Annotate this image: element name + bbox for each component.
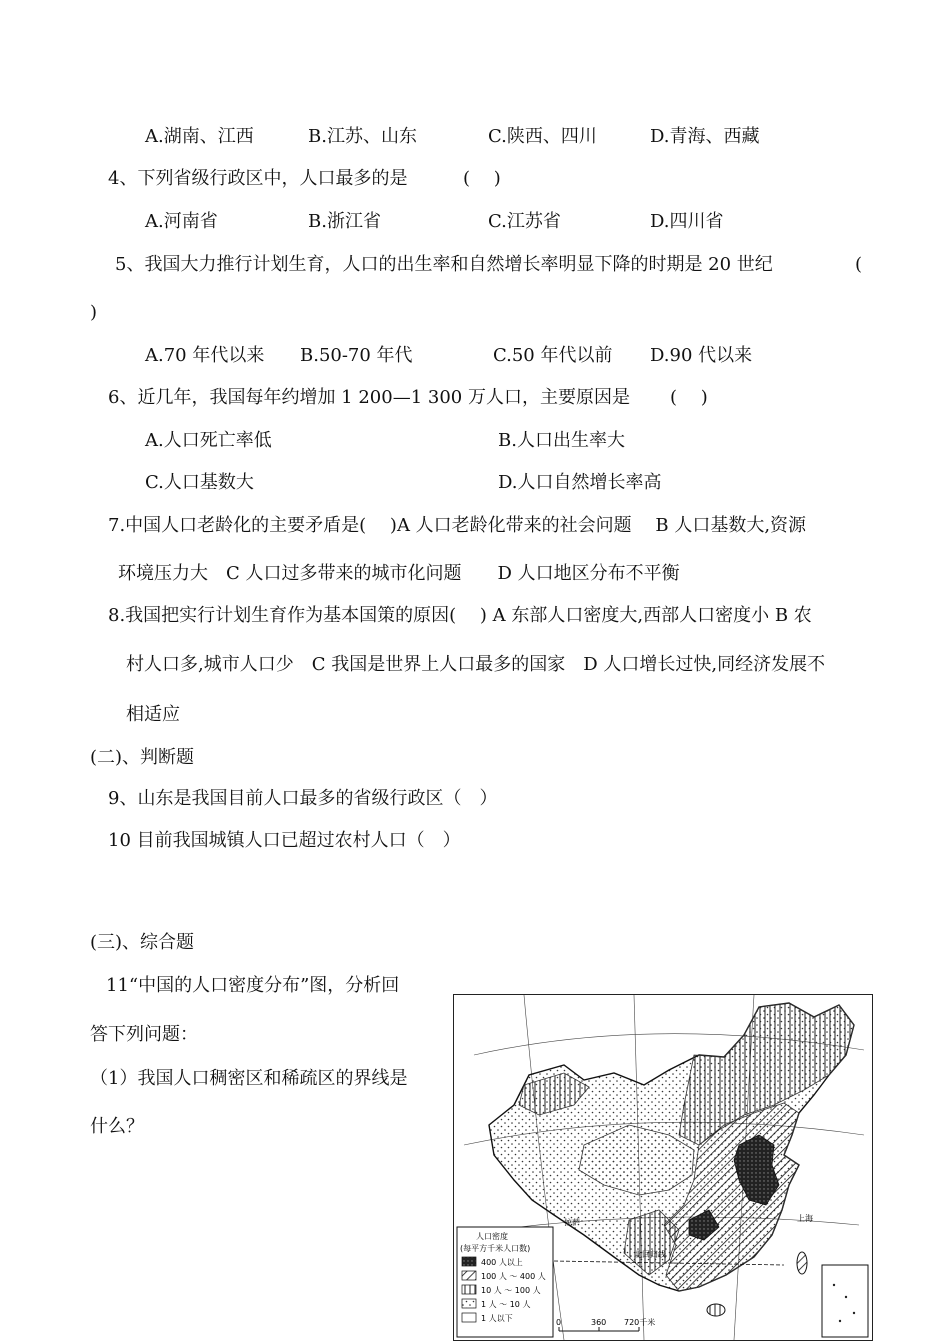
map-legend xyxy=(457,1227,553,1337)
q11-sub1-line-2: 什么？ xyxy=(90,1116,144,1137)
q4-option-c: C.江苏省 xyxy=(488,211,561,232)
q9-statement: 9、山东是我国目前人口最多的省级行政区（ ） xyxy=(108,788,498,809)
legend-subtitle: (每平方千米人口数) xyxy=(460,1244,531,1253)
scale-bar xyxy=(556,1317,655,1331)
q6-option-a: A.人口死亡率低 xyxy=(145,430,272,451)
q4-stem: 4、下列省级行政区中，人口最多的是 xyxy=(108,168,408,189)
section-heading-comprehensive: (三)、综合题 xyxy=(90,932,195,953)
q4-answer-paren: ( ) xyxy=(463,168,501,189)
q5-option-a: A.70 年代以来 xyxy=(145,345,265,366)
legend-title: 人口密度 xyxy=(476,1232,508,1241)
hainan-island xyxy=(707,1304,725,1316)
q5-stem: 5、我国大力推行计划生育，人口的出生率和自然增长率明显下降的时期是 20 世纪 xyxy=(115,254,773,275)
q5-option-d: D.90 代以来 xyxy=(650,345,753,366)
q4-option-a: A.河南省 xyxy=(145,211,218,232)
legend-item-10-100: 10 人 ～ 100 人 xyxy=(481,1286,541,1295)
q5-paren-close: ) xyxy=(90,302,98,323)
legend-item-1-10: 1 人 ～ 10 人 xyxy=(481,1300,531,1309)
south-china-sea-inset xyxy=(822,1265,868,1337)
q3-option-c: C.陕西、四川 xyxy=(488,126,597,147)
scale-label-0: 0 xyxy=(556,1318,562,1327)
q8-line-2: 村人口多,城市人口少 C 我国是世界上人口最多的国家 D 人口增长过快,同经济发展不 xyxy=(126,654,826,675)
q6-answer-paren: ( ) xyxy=(670,387,708,408)
q5-paren-open: ( xyxy=(855,254,863,275)
q5-option-c: C.50 年代以前 xyxy=(493,345,613,366)
q6-option-b: B.人口出生率大 xyxy=(498,430,625,451)
q7-line-1: 7.中国人口老龄化的主要矛盾是( )A 人口老龄化带来的社会问题 B 人口基数大,资源 xyxy=(108,515,807,536)
q8-line-3: 相适应 xyxy=(126,704,180,725)
q6-option-c: C.人口基数大 xyxy=(145,472,254,493)
section-heading-judgement: (二)、判断题 xyxy=(90,747,195,768)
population-density-map xyxy=(453,994,873,1341)
q11-intro-line-2: 答下列问题： xyxy=(90,1024,198,1045)
label-lhasa: 拉萨 xyxy=(564,1218,580,1227)
q10-statement: 10 目前我国城镇人口已超过农村人口（ ） xyxy=(108,830,461,851)
q3-option-d: D.青海、西藏 xyxy=(650,126,760,147)
q8-line-1: 8.我国把实行计划生育作为基本国策的原因( ) A 东部人口密度大,西部人口密度小 B 农 xyxy=(108,605,812,626)
legend-item-100-400: 100 人 ～ 400 人 xyxy=(481,1272,546,1281)
taiwan-island xyxy=(797,1252,807,1274)
q3-option-a: A.湖南、江西 xyxy=(145,126,254,147)
label-shanghai: 上海 xyxy=(797,1214,813,1223)
q11-intro-line-1: 11“中国的人口密度分布”图，分析回 xyxy=(106,975,400,996)
legend-item-400-plus: 400 人以上 xyxy=(481,1258,523,1267)
scale-label-720: 720千米 xyxy=(624,1318,656,1327)
label-tropic-of-cancer: 北回归线 xyxy=(634,1250,666,1259)
q4-option-d: D.四川省 xyxy=(650,211,724,232)
q6-stem: 6、近几年，我国每年约增加 1 200—1 300 万人口，主要原因是 xyxy=(108,387,630,408)
q5-option-b: B.50-70 年代 xyxy=(300,345,413,366)
map-graphic xyxy=(454,995,872,1340)
q7-line-2: 环境压力大 C 人口过多带来的城市化问题 D 人口地区分布不平衡 xyxy=(118,563,680,584)
scale-label-360: 360 xyxy=(591,1318,607,1327)
q6-option-d: D.人口自然增长率高 xyxy=(498,472,662,493)
q11-sub1-line-1: （1）我国人口稠密区和稀疏区的界线是 xyxy=(90,1068,408,1089)
q3-option-b: B.江苏、山东 xyxy=(308,126,417,147)
q4-option-b: B.浙江省 xyxy=(308,211,381,232)
legend-item-below-1: 1 人以下 xyxy=(481,1314,513,1323)
